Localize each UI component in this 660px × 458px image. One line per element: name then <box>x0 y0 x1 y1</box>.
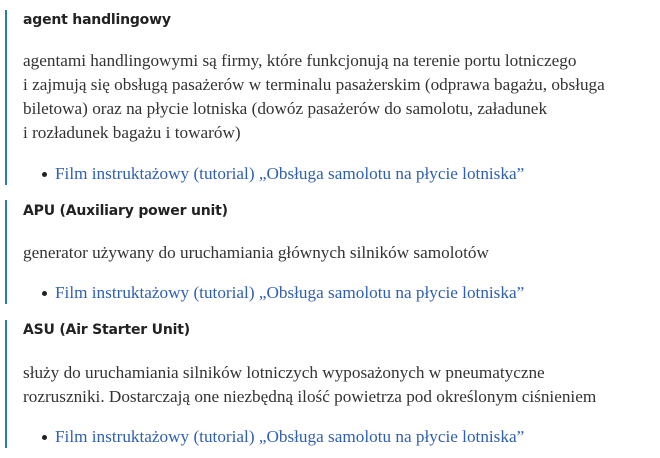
term-definition <box>23 361 596 409</box>
glossary-entry-asu <box>5 320 657 448</box>
bullet-icon <box>42 172 47 177</box>
list-item <box>23 162 524 186</box>
term-heading: ASU (Air Starter Unit) <box>23 322 190 338</box>
tutorial-link[interactable]: Film instruktażowy (tutorial) „Obsługa samolotu na płycie lotniska” <box>55 164 525 183</box>
definition-line: i zajmują się obsługą pasażerów w terminalu pasażerskim (odprawa bagażu, obsługa <box>23 75 605 94</box>
bullet-icon <box>42 435 47 440</box>
term-heading: agent handlingowy <box>23 12 171 28</box>
definition-line: rozruszniki. Dostarczają one niezbędną ilość powietrza pod określonym ciśnieniem <box>23 387 597 406</box>
term-definition <box>23 49 605 145</box>
definition-line: służy do uruchamiania silników lotniczych wyposażonych w pneumatyczne <box>23 363 545 382</box>
list-item <box>23 281 524 305</box>
definition-line: biletowa) oraz na płycie lotniska (dowóz pasażerów do samolotu, załadunek <box>23 99 548 118</box>
related-links <box>23 162 524 186</box>
glossary-entry-agent-handlingowy <box>5 10 657 185</box>
tutorial-link[interactable]: Film instruktażowy (tutorial) „Obsługa samolotu na płycie lotniska” <box>55 427 525 446</box>
definition-line: generator używany do uruchamiania głównych silników samolotów <box>23 243 489 262</box>
term-heading: APU (Auxiliary power unit) <box>23 203 228 219</box>
glossary-entry-apu <box>5 200 657 304</box>
term-definition <box>23 241 489 265</box>
definition-line: agentami handlingowymi są firmy, które funkcjonują na terenie portu lotniczego <box>23 51 577 70</box>
related-links <box>23 425 524 449</box>
list-item <box>23 425 524 449</box>
definition-line: i rozładunek bagażu i towarów) <box>23 123 241 142</box>
related-links <box>23 281 524 305</box>
bullet-icon <box>42 291 47 296</box>
tutorial-link[interactable]: Film instruktażowy (tutorial) „Obsługa samolotu na płycie lotniska” <box>55 283 525 302</box>
